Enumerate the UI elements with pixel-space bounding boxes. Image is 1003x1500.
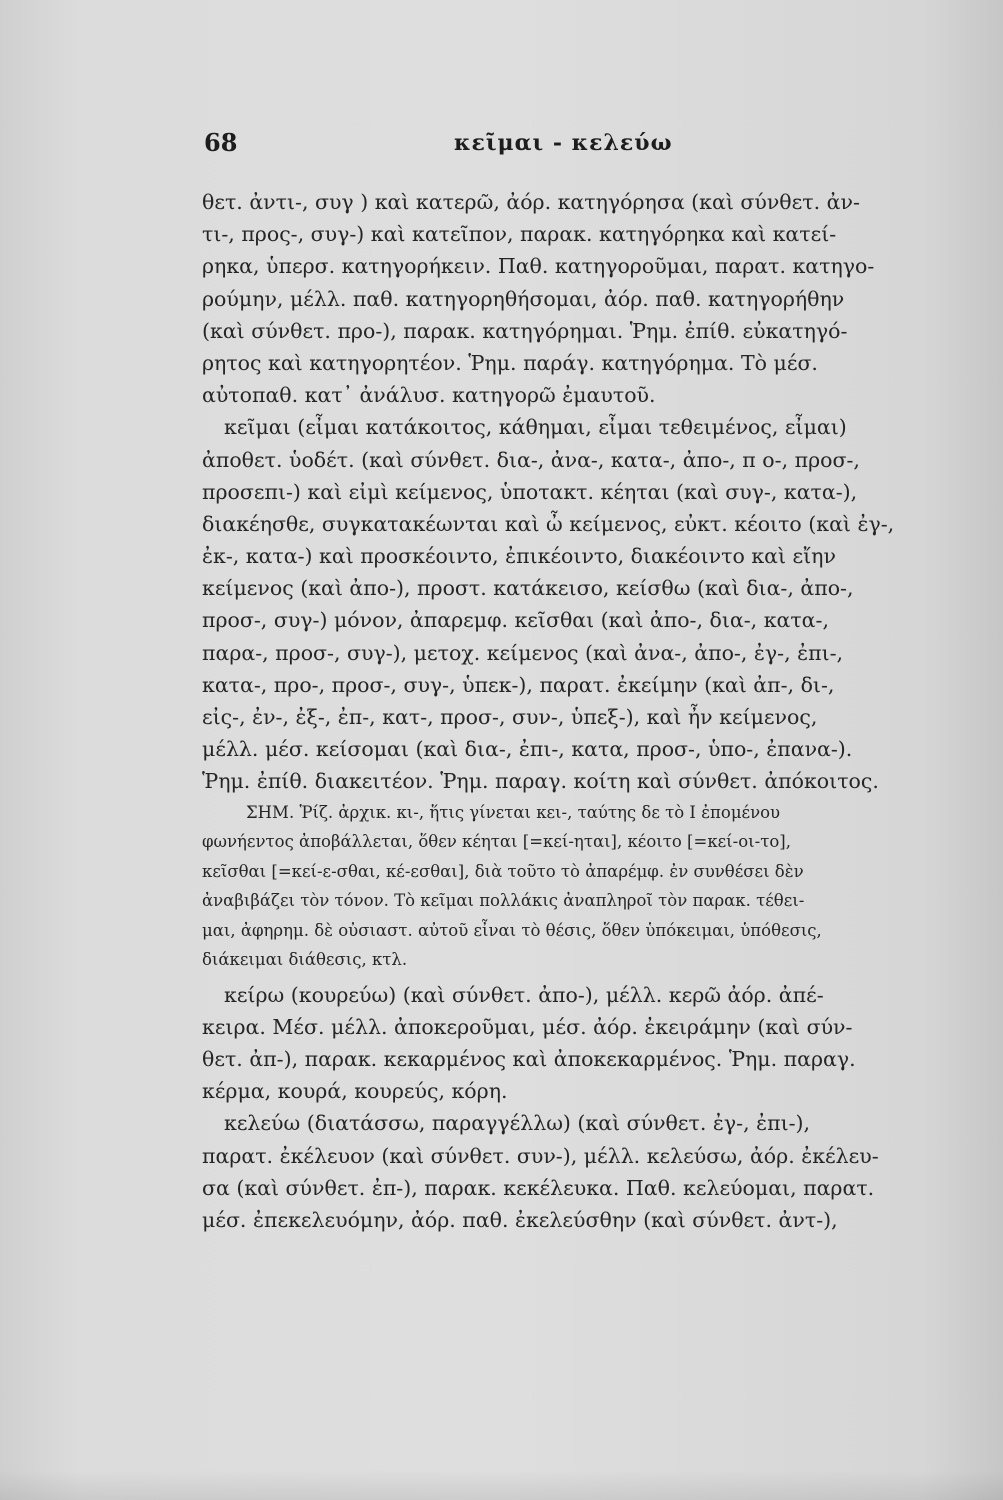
text-line: θετ. ἀντι-, συγ ) καὶ κατερῶ, ἀόρ. κατηγόρησα (καὶ σύνθετ. ἀν- (202, 190, 860, 214)
text-line: παρα-, προσ-, συγ-), μετοχ. κείμενος (καὶ ἀνα-, ἀπο-, ἐγ-, ἐπι-, (202, 640, 844, 665)
entry-keleuo-first-line: κελεύω (διατάσσω, παραγγέλλω) (καὶ σύνθετ. ἐγ-, ἐπι-), (224, 1111, 811, 1136)
text-line: Ῥημ. ἐπίθ. διακειτέον. Ῥημ. παραγ. κοίτη καὶ σύνθετ. ἀπόκοιτος. (202, 769, 879, 794)
text-line: τι-, προς-, συγ-) καὶ κατεῖπον, παρακ. κατηγόρηκα καὶ κατεί- (202, 222, 837, 247)
note-line: ΣΗΜ. Ῥίζ. ἀρχικ. κι-, ἥτις γίνεται κει-, ταύτης δε τὸ Ι ἐπομένου (246, 802, 781, 822)
text-line: κείμενος (καὶ ἀπο-), προστ. κατάκεισο, κείσθω (καὶ δια-, ἀπο-, (202, 576, 854, 601)
text-line: ρηκα, ὑπερσ. κατηγορήκειν. Παθ. κατηγοροῦμαι, παρατ. κατηγο- (202, 254, 875, 279)
entry-keimai-first-line: κεῖμαι (εἶμαι κατάκοιτος, κάθημαι, εἶμαι τεθειμένος, εἶμαι) (224, 415, 847, 440)
page-edge-shadow (0, 1470, 1003, 1500)
text-line: προσ-, συγ-) μόνον, ἀπαρεμφ. κεῖσθαι (καὶ ἀπο-, δια-, κατα-, (202, 608, 829, 633)
note-line: κεῖσθαι [=κεί-ε-σθαι, κέ-εσθαι], διὰ τοῦτο τὸ ἀπαρέμφ. ἐν συνθέσει δὲν (202, 861, 804, 881)
text-line: παρατ. ἐκέλευον (καὶ σύνθετ. συν-), μέλλ. κελεύσω, ἀόρ. ἐκέλευ- (202, 1143, 879, 1168)
text-line: κατα-, προ-, προσ-, συγ-, ὑπεκ-), παρατ. ἐκείμην (καὶ ἀπ-, δι-, (202, 672, 835, 697)
note-line: φωνήεντος ἀποβάλλεται, ὅθεν κέηται [=κεί-ηται], κέοιτο [=κεί-οι-το], (202, 832, 791, 852)
text-line: κέρμα, κουρά, κουρεύς, κόρη. (202, 1079, 508, 1104)
page-number: 68 (204, 128, 238, 157)
text-line: σα (καὶ σύνθετ. ἐπ-), παρακ. κεκέλευκα. Παθ. κελεύομαι, παρατ. (202, 1175, 875, 1200)
text-line: εἰς-, ἐν-, ἐξ-, ἐπ-, κατ-, προσ-, συν-, ὑπεξ-), καὶ ἦν κείμενος, (202, 705, 818, 729)
note-line: διάκειμαι διάθεσις, κτλ. (202, 950, 408, 970)
entry-text (202, 186, 987, 1236)
text-line: αὐτοπαθ. κατ᾿ ἀνάλυσ. κατηγορῶ ἐμαυτοῦ. (202, 383, 656, 408)
text-line: ἐκ-, κατα-) καὶ προσκέοιντο, ἐπικέοιντο, διακέοιντο καὶ εἴην (202, 544, 836, 569)
running-head: κεῖμαι - κελεύω (454, 130, 673, 156)
text-line: προσεπι-) καὶ εἰμὶ κείμενος, ὑποτακτ. κέηται (καὶ συγ-, κατα-), (202, 479, 858, 504)
text-line: ρητος καὶ κατηγορητέον. Ῥημ. παράγ. κατηγόρημα. Τὸ μέσ. (202, 350, 818, 375)
text-line: διακέησθε, συγκατακέωνται καὶ ὦ κείμενος, εὐκτ. κέοιτο (καὶ ἐγ-, (202, 511, 895, 536)
text-line: θετ. ἀπ-), παρακ. κεκαρμένος καὶ ἀποκεκαρμένος. Ῥημ. παραγ. (202, 1046, 856, 1071)
text-line: κειρα. Μέσ. μέλλ. ἀποκεροῦμαι, μέσ. ἀόρ. ἐκειράμην (καὶ σύν- (202, 1014, 853, 1039)
text-line: ρούμην, μέλλ. παθ. κατηγορηθήσομαι, ἀόρ. παθ. κατηγορήθην (202, 286, 845, 311)
text-line: (καὶ σύνθετ. προ-), παρακ. κατηγόρημαι. Ῥημ. ἐπίθ. εὐκατηγό- (202, 318, 848, 343)
note-line: ἀναβιβάζει τὸν τόνον. Τὸ κεῖμαι πολλάκις ἀναπληροῖ τὸν παρακ. τέθει- (202, 891, 805, 911)
page-header (204, 128, 804, 168)
entry-keiro-first-line: κείρω (κουρεύω) (καὶ σύνθετ. ἀπο-), μέλλ. κερῶ ἀόρ. ἀπέ- (224, 982, 824, 1007)
text-line: μέλλ. μέσ. κείσομαι (καὶ δια-, ἐπι-, κατα, προσ-, ὑπο-, ἐπανα-). (202, 737, 853, 762)
text-line: μέσ. ἐπεκελευόμην, ἀόρ. παθ. ἐκελεύσθην (καὶ σύνθετ. ἀντ-), (202, 1207, 838, 1232)
note-line: μαι, ἀφηρημ. δὲ οὐσιαστ. αὐτοῦ εἶναι τὸ θέσις, ὅθεν ὑπόκειμαι, ὑπόθεσις, (202, 920, 822, 940)
text-line: ἀποθετ. ὑοδέτ. (καὶ σύνθετ. δια-, ἀνα-, κατα-, ἀπο-, π ο-, προσ-, (202, 447, 860, 472)
